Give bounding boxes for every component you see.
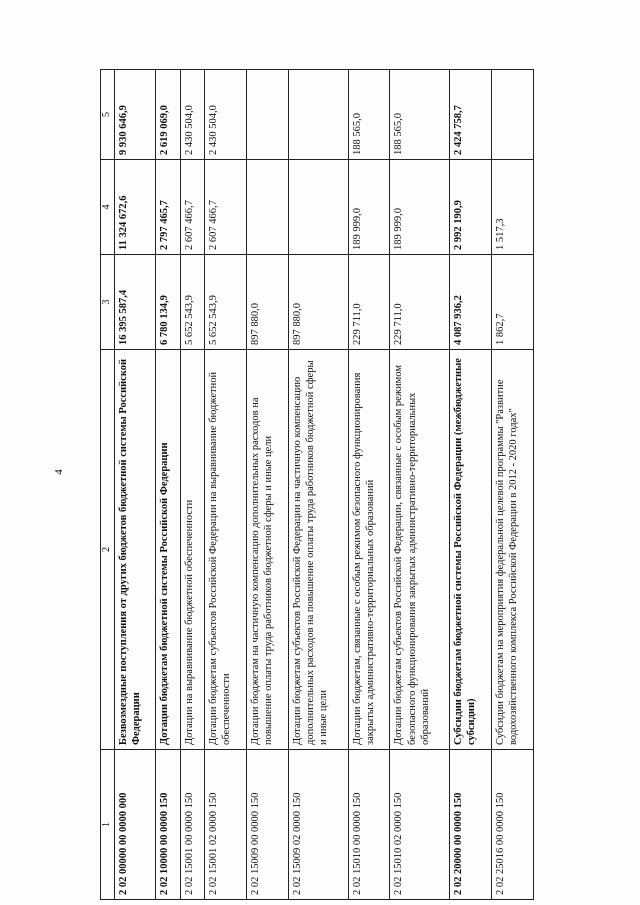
row-name: Дотации бюджетам субъектов Российской Федерации, связанные с особым режимом безопасного функционирования закрытых административно-территориальных образований: [390, 350, 450, 750]
row-name: Дотации бюджетам на частичную компенсацию дополнительных расходов на повышение оплаты труда работников бюджетной сферы и иные цели: [247, 350, 289, 750]
row-name: Дотации бюджетам, связанные с особым режимом безопасного функционирования закрытых административно-территориальных образований: [348, 350, 390, 750]
row-code: 2 02 25016 00 0000 150: [491, 750, 533, 900]
row-value-col4: 189 999,0: [348, 160, 390, 255]
table-row: [114, 70, 156, 900]
row-code: 2 02 15009 02 0000 150: [288, 750, 348, 900]
row-code: 2 02 15010 02 0000 150: [390, 750, 450, 900]
row-value-col4: 2 607 466,7: [180, 160, 204, 255]
row-code: 2 02 15001 00 0000 150: [180, 750, 204, 900]
table-row: [348, 70, 390, 900]
budget-table-wrapper: [100, 70, 534, 900]
row-code: 2 02 10000 00 0000 150: [156, 750, 180, 900]
row-value-col5: [288, 70, 348, 160]
row-value-col3: 229 711,0: [348, 255, 390, 350]
row-value-col3: 5 652 543,9: [180, 255, 204, 350]
row-value-col3: 16 395 587,4: [114, 255, 156, 350]
table-row: [247, 70, 289, 900]
row-value-col5: [491, 70, 533, 160]
row-name: Дотации бюджетам субъектов Российской Федерации на частичную компенсацию дополнительных расходов на повышение оплаты труда работников бюджетной сферы и иные цели: [288, 350, 348, 750]
row-value-col4: 2 607 466,7: [205, 160, 247, 255]
row-value-col3: 4 087 936,2: [450, 255, 492, 350]
row-value-col3: 6 780 134,9: [156, 255, 180, 350]
row-value-col4: [288, 160, 348, 255]
row-value-col5: 2 430 504,0: [180, 70, 204, 160]
table-row: [491, 70, 533, 900]
row-name: Дотации бюджетам субъектов Российской Федерации на выравнивание бюджетной обеспеченности: [205, 350, 247, 750]
row-code: 2 02 15001 02 0000 150: [205, 750, 247, 900]
row-code: 2 02 15010 00 0000 150: [348, 750, 390, 900]
header-col-2: 2: [101, 350, 115, 750]
row-value-col5: 2 430 504,0: [205, 70, 247, 160]
table-row: [288, 70, 348, 900]
row-name: Дотации бюджетам бюджетной системы Российской Федерации: [156, 350, 180, 750]
row-value-col3: 897 880,0: [247, 255, 289, 350]
table-row: [450, 70, 492, 900]
table-row: [156, 70, 180, 900]
row-code: 2 02 15009 00 0000 150: [247, 750, 289, 900]
row-code: 2 02 00000 00 0000 000: [114, 750, 156, 900]
budget-table: [100, 69, 534, 900]
row-value-col3: 5 652 543,9: [205, 255, 247, 350]
row-value-col3: 1 862,7: [491, 255, 533, 350]
header-col-3: 3: [101, 255, 115, 350]
row-value-col4: 11 324 672,6: [114, 160, 156, 255]
table-row: [180, 70, 204, 900]
row-value-col4: 2 797 465,7: [156, 160, 180, 255]
row-value-col5: 9 930 646,9: [114, 70, 156, 160]
row-value-col5: 2 424 758,7: [450, 70, 492, 160]
row-code: 2 02 20000 00 0000 150: [450, 750, 492, 900]
header-col-1: 1: [101, 750, 115, 900]
row-name: Безвозмездные поступления от других бюджетов бюджетной системы Российской Федерации: [114, 350, 156, 750]
row-name: Субсидии бюджетам на мероприятия федеральной целевой программы "Развитие водохозяйственного комплекса Российской Федерации в 2012 - 2020 годах": [491, 350, 533, 750]
row-value-col4: [247, 160, 289, 255]
row-value-col5: 188 565,0: [348, 70, 390, 160]
row-value-col5: 188 565,0: [390, 70, 450, 160]
table-header-row: [101, 70, 115, 900]
header-col-4: 4: [101, 160, 115, 255]
row-name: Субсидии бюджетам бюджетной системы Российской Федерации (межбюджетные субсидии): [450, 350, 492, 750]
page-number: 4: [52, 469, 65, 475]
row-value-col3: 229 711,0: [390, 255, 450, 350]
table-row: [390, 70, 450, 900]
table-body: [114, 70, 534, 900]
row-value-col4: 2 992 190,9: [450, 160, 492, 255]
row-value-col5: 2 619 069,0: [156, 70, 180, 160]
row-value-col4: 189 999,0: [390, 160, 450, 255]
row-value-col3: 897 880,0: [288, 255, 348, 350]
row-value-col4: 1 517,3: [491, 160, 533, 255]
table-row: [205, 70, 247, 900]
header-col-5: 5: [101, 70, 115, 160]
row-name: Дотации на выравнивание бюджетной обеспеченности: [180, 350, 204, 750]
row-value-col5: [247, 70, 289, 160]
